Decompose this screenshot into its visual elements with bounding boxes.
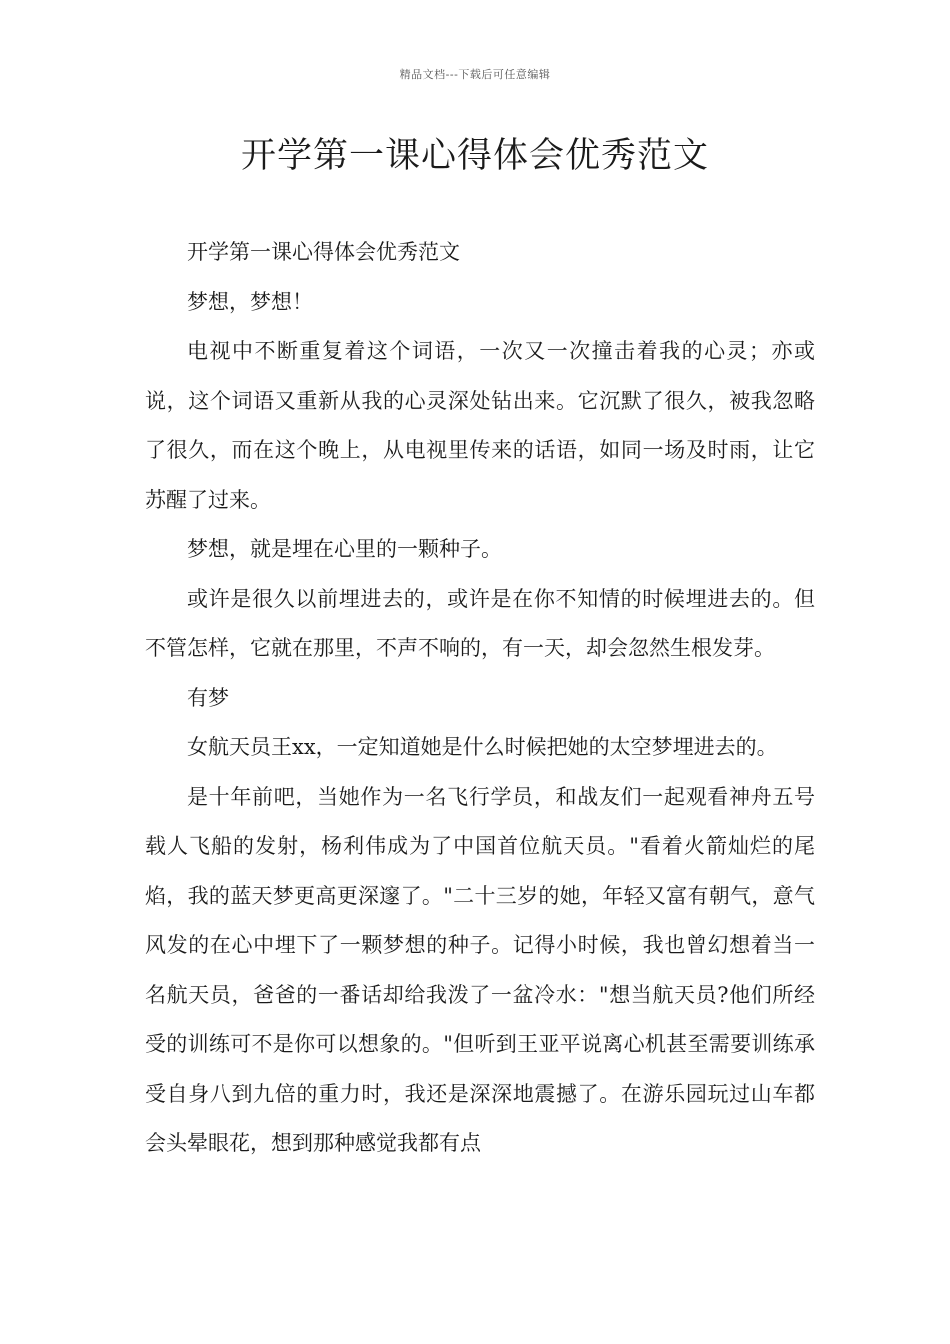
- paragraph-2: 梦想，梦想！: [187, 289, 313, 314]
- paragraph-3: 电视中不断重复着这个词语，一次又一次撞击着我的心灵；亦或说，这个词语又重新从我的心灵深处钻出来。它沉默了很久，被我忽略了很久，而在这个晚上，从电视里传来的话语，如同一场及时雨，让它苏醒了过来。: [145, 339, 815, 512]
- page-header-note: 精品文档---下载后可任意编辑: [399, 68, 551, 81]
- document-title: 开学第一课心得体会优秀范文: [240, 136, 709, 176]
- paragraph-7: 女航天员王xx，一定知道她是什么时候把她的太空梦埋进去的。: [187, 735, 778, 759]
- paragraph-6: 有梦: [187, 685, 229, 710]
- paragraph-1: 开学第一课心得体会优秀范文: [187, 240, 460, 264]
- document-body: [145, 228, 815, 1169]
- paragraph-4: 梦想，就是埋在心里的一颗种子。: [187, 537, 502, 561]
- paragraph-8: 是十年前吧，当她作为一名飞行学员，和战友们一起观看神舟五号载人飞船的发射，杨利伟成为了中国首位航天员。"看着火箭灿烂的尾焰，我的蓝天梦更高更深邃了。"二十三岁的她，年轻又富有朝气，意气风发的在心中埋下了一颗梦想的种子。记得小时候，我也曾幻想着当一名航天员，爸爸的一番话却给我泼了一盆冷水："想当航天员?他们所经受的训练可不是你可以想象的。"但听到王亚平说离心机甚至需要训练承受自身八到九倍的重力时，我还是深深地震撼了。在游乐园玩过山车都会头晕眼花，想到那种感觉我都有点: [145, 784, 815, 1155]
- paragraph-5: 或许是很久以前埋进去的，或许是在你不知情的时候埋进去的。但不管怎样，它就在那里，不声不响的，有一天，却会忽然生根发芽。: [145, 586, 815, 660]
